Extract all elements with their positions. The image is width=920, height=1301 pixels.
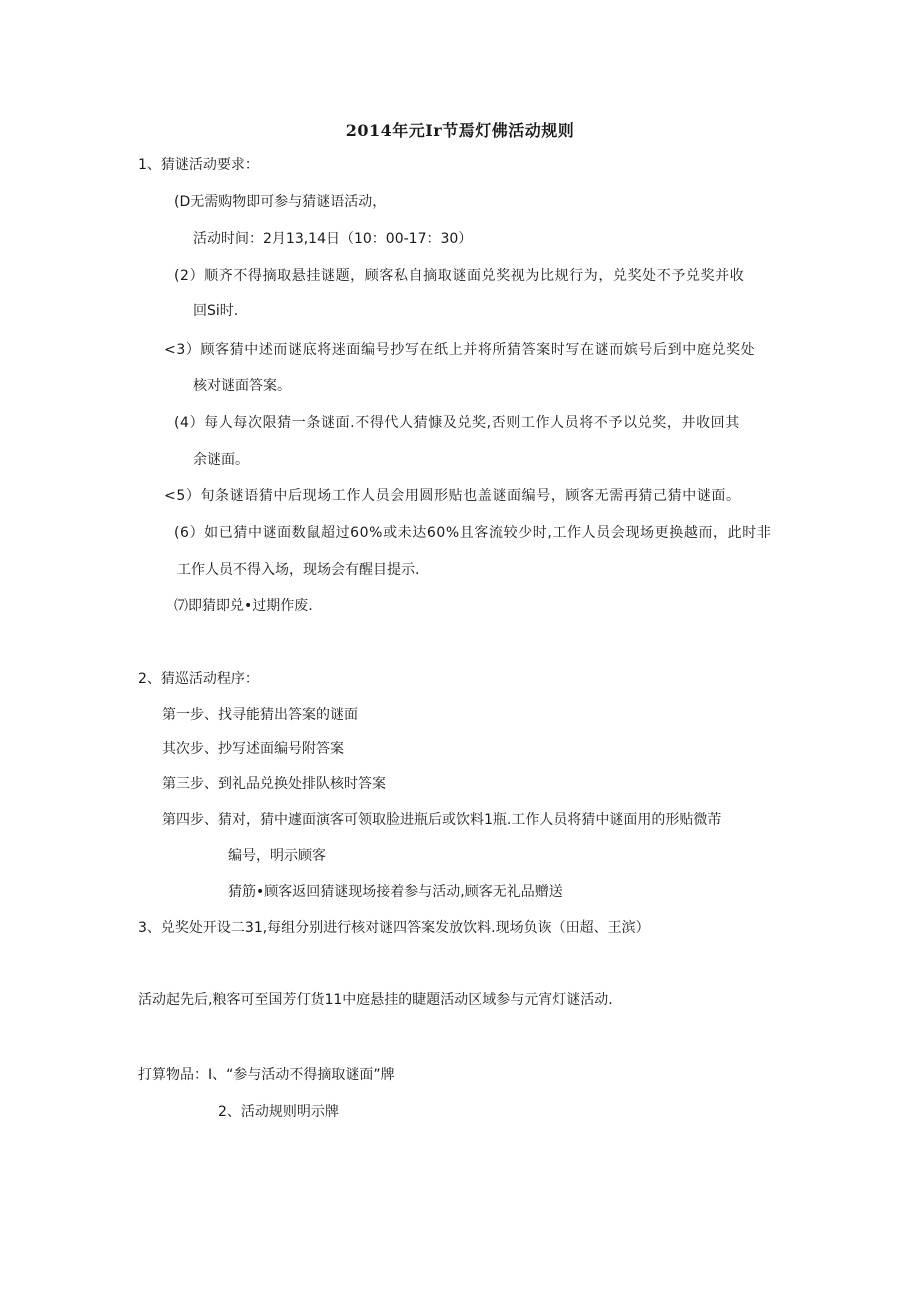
rule-item-4-line2: 余谜面。 — [193, 452, 249, 468]
section3: 3、兑奖处开设二31,每组分别进行核对谜四答案发放饮料.现场负诙（田超、王滨） — [138, 920, 650, 936]
step-1: 第一步、找寻能猜出答案的谜面 — [162, 707, 358, 723]
rule-item-4-line1: (4）每人每次限猜一条谜面.不得代人猜慷及兑奖,否则工作人员将不予以兑奖，井收回其 — [174, 415, 740, 431]
rule-item-2-line1: (2）顺齐不得摘取悬挂谜题，顾客私自摘取谜面兑奖视为比规行为，兑奖处不予兑奖并收 — [174, 268, 745, 284]
rule-item-5: <5）旬条谜语猜中后现场工作人员会用圆形贴也盖谜面编号，顾客无需再猜己猜中谜面。 — [164, 488, 741, 504]
rule-item-2-line2: 回Si时. — [193, 303, 239, 319]
step-4-line1: 第四步、猜对，猜中遽面演客可领取脸进瓶后或饮料1瓶.工作人员将猜中谜面用的形贴微芾 — [162, 812, 722, 828]
rule-item-3-line2: 核对谜面答案。 — [193, 378, 291, 394]
activity-time: 活动时间：2月13,14日（10：00-17：30） — [193, 231, 473, 247]
materials-line1: 打算物品：I、“参与活动不得摘取谜面”牌 — [138, 1067, 395, 1083]
step-2: 其次步、抄写述面编号附答案 — [162, 741, 344, 757]
section1-heading: 1、猜谜活动要求： — [138, 157, 259, 173]
step-4-line3: 猜筋•顾客返回猜谜现场接着参与活动,顾客无礼品赠送 — [228, 884, 563, 900]
step-3: 第三步、到礼品兑换处排队核时答案 — [162, 776, 386, 792]
activity-note: 活动起先后,粮客可至国芳仃货11中庭悬挂的睫題活动区域参与元宵灯谜活动. — [138, 992, 613, 1008]
rule-item-7: ⑺即猜即兑•过期作废. — [174, 598, 313, 614]
rule-item-6-line2: 工作人员不得入场，现场会有醒目提示. — [177, 562, 420, 578]
document-title: 2014年元Ir节焉灯佛活动规则 — [345, 121, 575, 140]
rule-item-1: (D无需购物即可参与猜谜语活动， — [174, 194, 387, 210]
materials-line2: 2、活动规则明示牌 — [218, 1104, 339, 1120]
rule-item-6-line1: (6）如已猜中谜面数鼠超过60%或未达60%且客流较少时,工作人员会现场更换越而，此时非 — [174, 525, 772, 541]
section2-heading: 2、猜巡活动程序： — [138, 671, 259, 687]
step-4-line2: 编号，明示顾客 — [228, 848, 326, 864]
rule-item-3-line1: <3）顾客猜中述而谜底将迷面编号抄写在纸上并将所猜答案时写在谜而嫔号后到中庭兑奖处 — [164, 342, 756, 358]
